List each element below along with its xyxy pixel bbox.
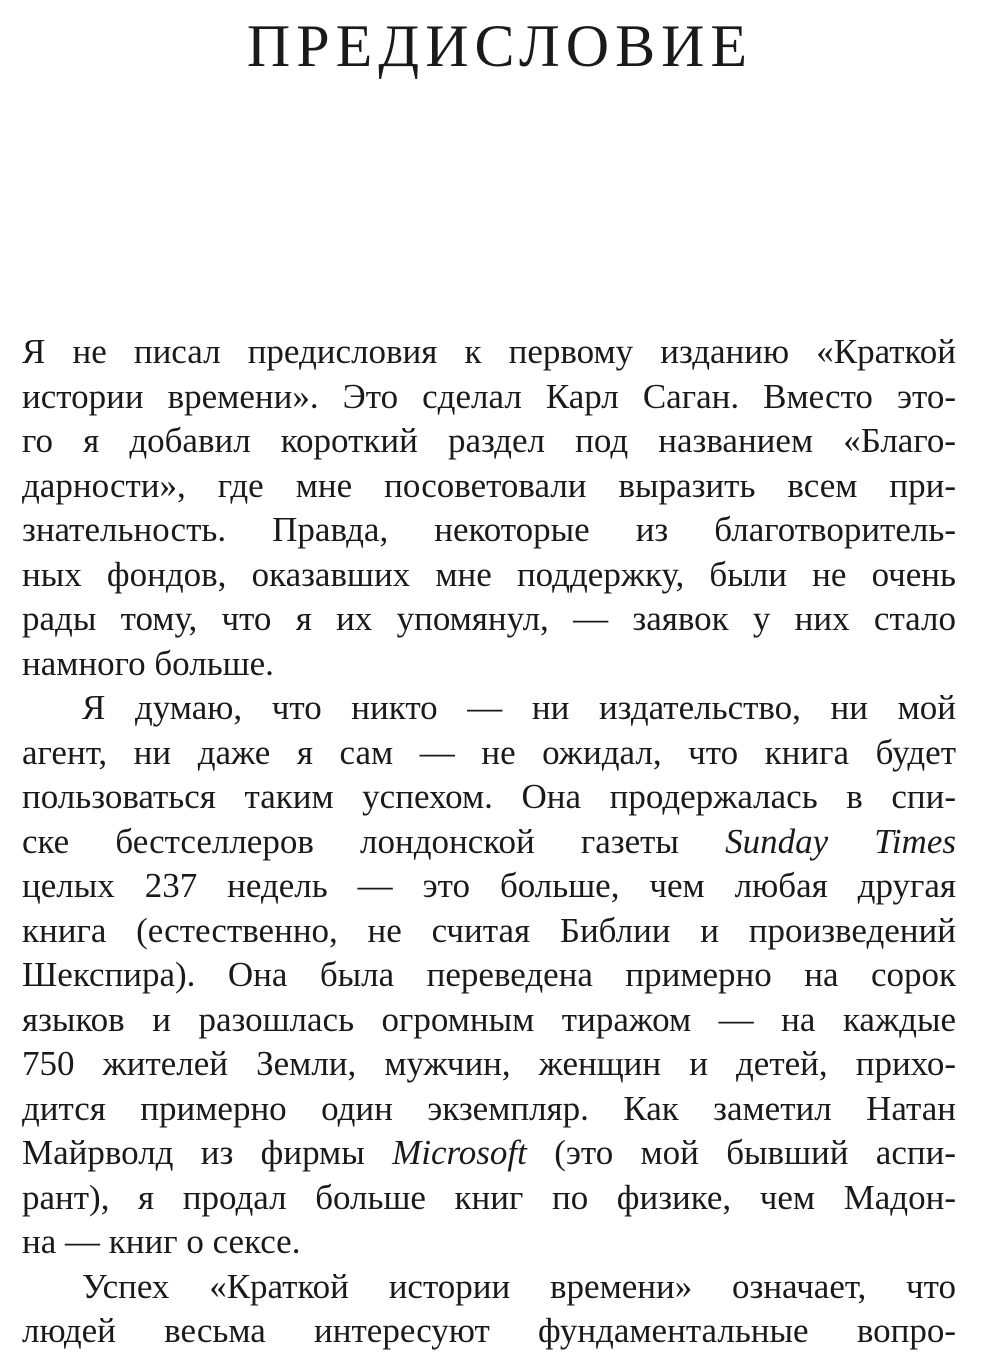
text-line: дарности», где мне посоветовали выразить всем при- xyxy=(22,465,956,505)
text-line: 750 жителей Земли, мужчин, женщин и детей, прихо- xyxy=(22,1044,956,1083)
text-line: Я думаю, что никто — ни издательство, ни мой xyxy=(82,688,956,727)
text-line: ных фондов, оказавших мне поддержку, были не очень xyxy=(22,554,956,594)
text-line: го я добавил короткий раздел под названием «Благо- xyxy=(22,421,956,460)
text-run: (это мой бывший аспи- xyxy=(526,1133,956,1172)
text-line: рант), я продал больше книг по физике, чем Мадон- xyxy=(22,1177,956,1217)
text-line: книга (естественно, не считая Библии и произведений xyxy=(22,910,956,950)
text-line xyxy=(22,820,956,865)
paragraph xyxy=(22,330,956,686)
text-line: Я не писал предисловия к первому изданию «Краткой xyxy=(22,332,956,371)
text-line: намного больше. xyxy=(22,643,274,683)
company-name: Microsoft xyxy=(392,1133,527,1172)
text-line: людей весьма интересуют фундаментальные вопро- xyxy=(22,1311,956,1350)
paragraph xyxy=(22,1265,956,1354)
newspaper-name: Sunday Times xyxy=(725,821,956,861)
text-line: дится примерно один экземпляр. Как заметил Натан xyxy=(22,1088,956,1128)
text-line: знательность. Правда, некоторые из благотворитель- xyxy=(22,510,956,549)
paragraph xyxy=(22,686,956,1265)
text-line: истории времени». Это сделал Карл Саган. Вместо это- xyxy=(22,376,956,416)
text-line: Успех «Краткой истории времени» означает, что xyxy=(82,1266,956,1306)
text-line xyxy=(22,1131,956,1176)
chapter-title: ПРЕДИСЛОВИЕ xyxy=(246,13,754,79)
text-run: ске бестселлеров лондонской газеты xyxy=(22,821,726,861)
text-line: пользоваться таким успехом. Она продержалась в спи- xyxy=(22,777,956,816)
text-run: Майрволд из фирмы xyxy=(22,1133,393,1172)
text-line: языков и разошлась огромным тиражом — на каждые xyxy=(22,999,956,1039)
text-line: рады тому, что я их упомянул, — заявок у них стало xyxy=(22,599,956,638)
text-line: Шекспира). Она была переведена примерно на сорок xyxy=(22,955,956,994)
text-line: целых 237 недель — это больше, чем любая другая xyxy=(22,866,956,905)
text-line: на — книг о сексе. xyxy=(22,1222,301,1261)
text-line: агент, ни даже я сам — не ожидал, что книга будет xyxy=(22,732,956,772)
body-text xyxy=(22,330,956,1354)
